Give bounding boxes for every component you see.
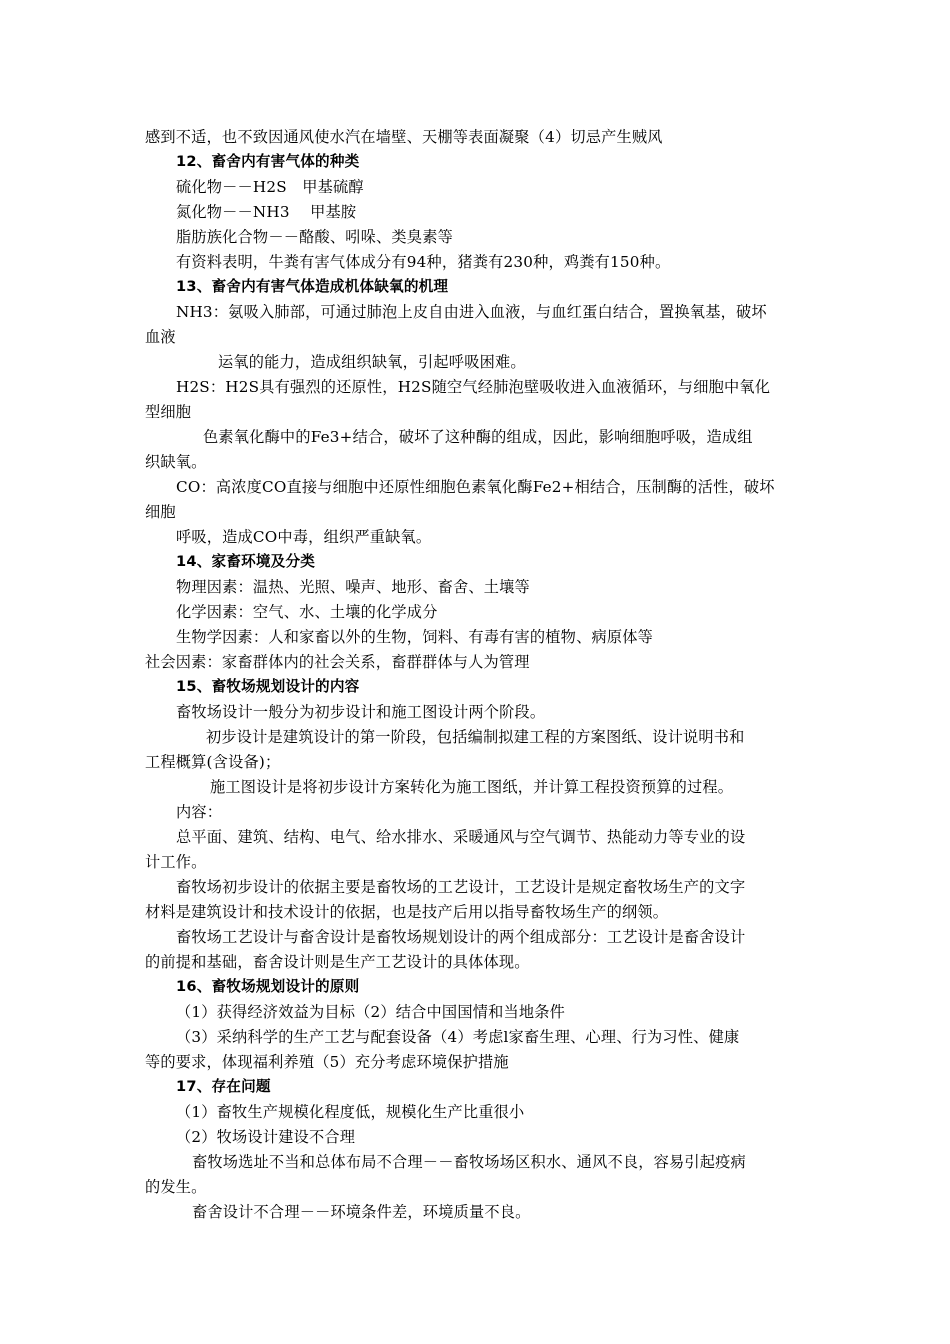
text-line: （1）获得经济效益为目标（2）结合中国国情和当地条件	[176, 1003, 566, 1021]
text-line: 硫化物－－H2S 甲基硫醇	[176, 178, 364, 196]
text-line: 畜牧场选址不当和总体布局不合理－－畜牧场场区积水、通风不良，容易引起疫病	[192, 1153, 746, 1171]
text-line: 畜牧场初步设计的依据主要是畜牧场的工艺设计，工艺设计是规定畜牧场生产的文字	[176, 878, 746, 896]
text-line: 生物学因素：人和家畜以外的生物，饲料、有毒有害的植物、病原体等	[176, 628, 654, 646]
text-line: 运氧的能力，造成组织缺氧，引起呼吸困难。	[218, 353, 526, 371]
text-line: 氮化物－－NH3 甲基胺	[176, 203, 357, 221]
text-line: 色素氧化酶中的Fe3+结合，破坏了这种酶的组成，因此，影响细胞呼吸，造成组	[203, 428, 753, 446]
text-line: 织缺氧。	[145, 453, 207, 471]
text-line: 畜牧场设计一般分为初步设计和施工图设计两个阶段。	[176, 703, 546, 721]
text-line: （2）牧场设计建设不合理	[176, 1128, 356, 1146]
text-line: 化学因素：空气、水、土壤的化学成分	[176, 603, 438, 621]
text-line: 材料是建筑设计和技术设计的依据，也是技产后用以指导畜牧场生产的纲领。	[145, 903, 669, 921]
section-heading-17: 17、存在问题	[176, 1078, 271, 1095]
text-line: 有资料表明，牛粪有害气体成分有94种，猪粪有230种，鸡粪有150种。	[176, 253, 671, 271]
text-line: （1）畜牧生产规模化程度低，规模化生产比重很小	[176, 1103, 525, 1121]
text-line: H2S：H2S具有强烈的还原性，H2S随空气经肺泡壁吸收进入血液循环，与细胞中氧化	[176, 378, 771, 396]
text-line: 内容：	[176, 803, 223, 821]
text-line: 的发生。	[145, 1178, 207, 1196]
text-line: （3）采纳科学的生产工艺与配套设备（4）考虑l家畜生理、心理、行为习性、健康	[176, 1028, 740, 1046]
section-heading-14: 14、家畜环境及分类	[176, 553, 316, 570]
text-line: 等的要求，体现福利养殖（5）充分考虑环境保护措施	[145, 1053, 509, 1071]
section-heading-15: 15、畜牧场规划设计的内容	[176, 678, 360, 695]
text-line: 初步设计是建筑设计的第一阶段，包括编制拟建工程的方案图纸、设计说明书和	[206, 728, 745, 746]
text-line: 血液	[145, 328, 176, 346]
text-line: CO：高浓度CO直接与细胞中还原性细胞色素氧化酶Fe2+相结合，压制酶的活性，破坏	[176, 478, 775, 496]
text-line: 呼吸，造成CO中毒，组织严重缺氧。	[176, 528, 432, 546]
text-line: 脂肪族化合物－－酪酸、吲哚、类臭素等	[176, 228, 453, 246]
text-line: 物理因素：温热、光照、噪声、地形、畜舍、土壤等	[176, 578, 530, 596]
section-heading-16: 16、畜牧场规划设计的原则	[176, 978, 360, 995]
text-line: 的前提和基础，畜舍设计则是生产工艺设计的具体体现。	[145, 953, 530, 971]
text-line: 计工作。	[145, 853, 207, 871]
text-line: 总平面、建筑、结构、电气、给水排水、采暖通风与空气调节、热能动力等专业的设	[176, 828, 746, 846]
text-line: 型细胞	[145, 403, 192, 421]
text-line: NH3：氨吸入肺部，可通过肺泡上皮自由进入血液，与血红蛋白结合，置换氧基，破坏	[176, 303, 767, 321]
text-line: 施工图设计是将初步设计方案转化为施工图纸，并计算工程投资预算的过程。	[210, 778, 734, 796]
text-line: 工程概算(含设备)；	[145, 753, 281, 771]
section-heading-13: 13、畜舍内有害气体造成机体缺氧的机理	[176, 278, 449, 295]
text-line: 细胞	[145, 503, 176, 521]
text-line: 感到不适，也不致因通风使水汽在墙壁、天棚等表面凝聚（4）切忌产生贼风	[145, 128, 663, 146]
text-line: 畜舍设计不合理－－环境条件差，环境质量不良。	[192, 1203, 531, 1221]
section-heading-12: 12、畜舍内有害气体的种类	[176, 153, 360, 170]
text-line: 畜牧场工艺设计与畜舍设计是畜牧场规划设计的两个组成部分：工艺设计是畜舍设计	[176, 928, 746, 946]
text-line: 社会因素：家畜群体内的社会关系，畜群群体与人为管理	[145, 653, 530, 671]
